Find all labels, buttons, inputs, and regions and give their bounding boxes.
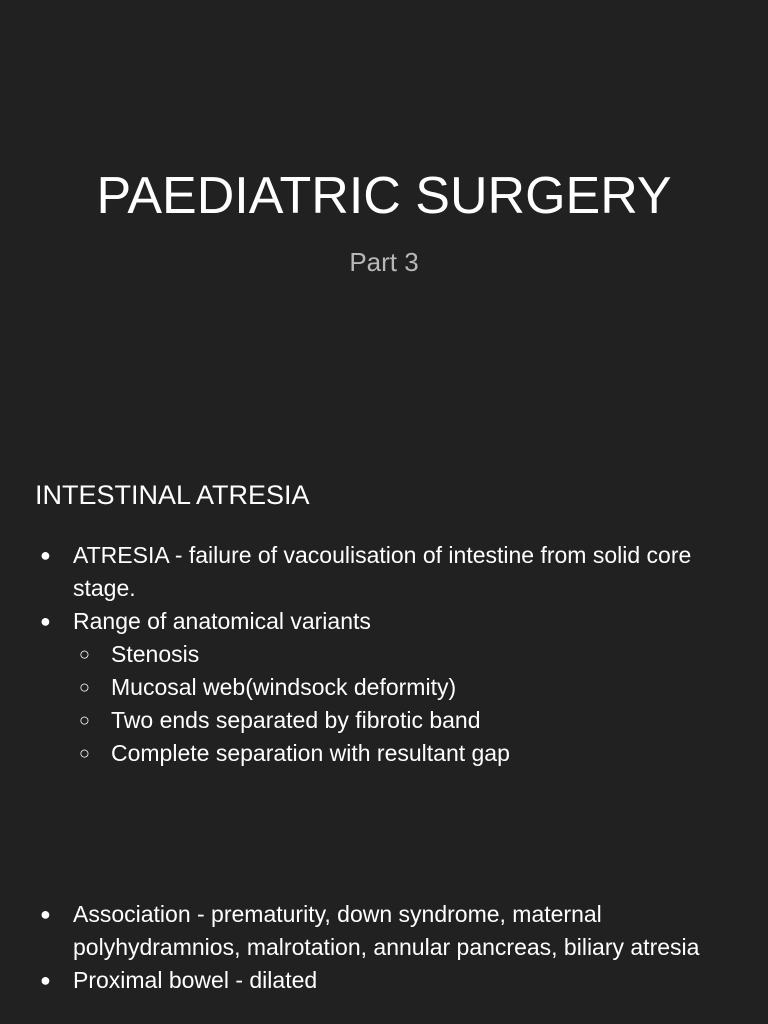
- bullet-text: Complete separation with resultant gap: [111, 740, 510, 766]
- sub-bullet-item: [0, 671, 740, 704]
- bullet-icon: ●: [40, 904, 51, 924]
- sub-bullet-item: [0, 737, 740, 770]
- bullet-text: Mucosal web(windsock deformity): [111, 674, 457, 700]
- sub-bullet-item: [0, 638, 740, 671]
- bullet-item: [0, 964, 740, 997]
- bullet-text: Proximal bowel - dilated: [73, 967, 318, 993]
- circle-bullet-icon: ○: [79, 710, 90, 730]
- slide-subtitle: Part 3: [349, 247, 419, 277]
- bullet-list-atresia: [0, 539, 740, 770]
- section-heading: INTESTINAL ATRESIA: [35, 480, 310, 510]
- bullet-icon: ●: [40, 545, 51, 565]
- bullet-item: [0, 605, 740, 638]
- bullet-text: Association - prematurity, down syndrome, maternal polyhydramnios, malrotation, annular pancreas, biliary atresia: [73, 901, 700, 960]
- bullet-list-association: [0, 898, 740, 997]
- bullet-item: [0, 898, 740, 964]
- bullet-icon: ●: [40, 611, 51, 631]
- circle-bullet-icon: ○: [79, 644, 90, 664]
- slide-title: PAEDIATRIC SURGERY: [96, 167, 672, 225]
- bullet-text: Stenosis: [111, 641, 200, 667]
- bullet-text: ATRESIA - failure of vacoulisation of intestine from solid core stage.: [73, 542, 692, 601]
- circle-bullet-icon: ○: [79, 677, 90, 697]
- circle-bullet-icon: ○: [79, 743, 90, 763]
- bullet-item: [0, 539, 740, 605]
- bullet-text: Two ends separated by fibrotic band: [111, 707, 481, 733]
- bullet-icon: ●: [40, 970, 51, 990]
- bullet-text: Range of anatomical variants: [73, 608, 371, 634]
- sub-bullet-item: [0, 704, 740, 737]
